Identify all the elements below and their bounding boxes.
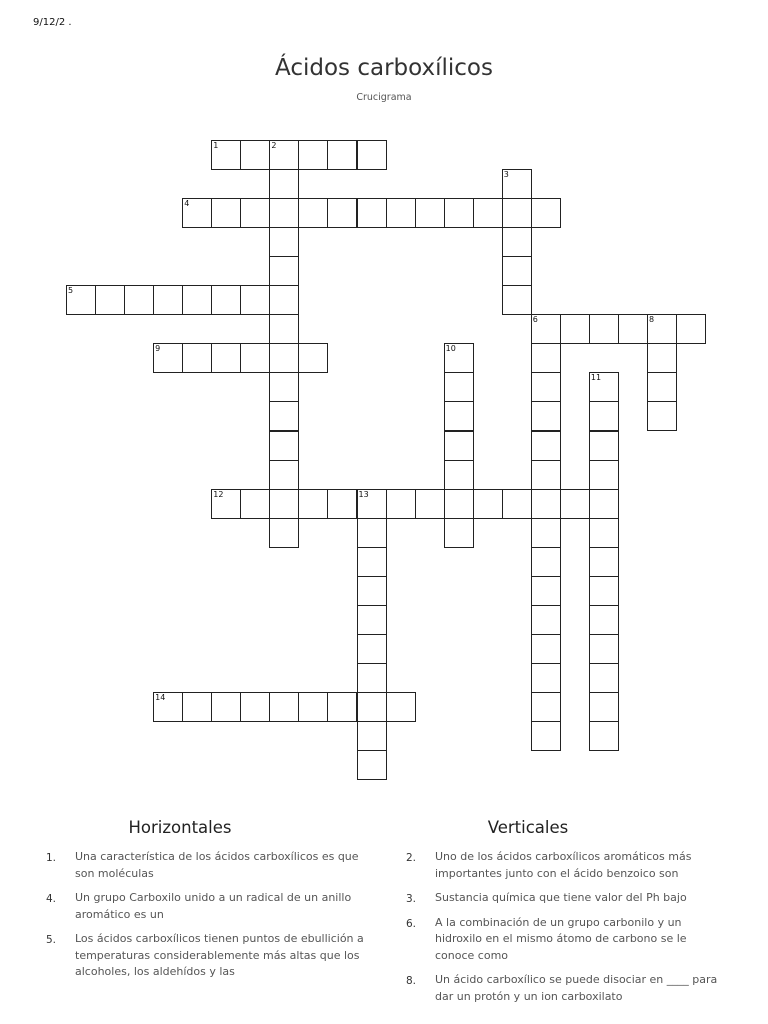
crossword-cell[interactable]	[647, 314, 677, 344]
crossword-cell[interactable]	[589, 314, 619, 344]
crossword-cell[interactable]	[182, 692, 212, 722]
crossword-cell[interactable]	[269, 692, 299, 722]
crossword-cell[interactable]	[211, 140, 241, 170]
crossword-cell[interactable]	[357, 198, 387, 228]
crossword-cell[interactable]	[357, 547, 387, 577]
crossword-cell[interactable]	[618, 314, 648, 344]
crossword-cell[interactable]	[240, 489, 270, 519]
crossword-cell[interactable]	[269, 227, 299, 257]
crossword-cell[interactable]	[240, 692, 270, 722]
clue-number: 4	[184, 199, 190, 209]
crossword-cell[interactable]	[589, 518, 619, 548]
clue-number: 8	[649, 315, 655, 325]
clue-number: 13	[358, 489, 369, 499]
crossword-cell[interactable]	[531, 576, 561, 606]
crossword-cell[interactable]	[589, 721, 619, 751]
horizontales-heading: Horizontales	[128, 818, 232, 837]
verticales-clue-list	[406, 849, 726, 1013]
crossword-cell[interactable]	[531, 401, 561, 431]
clue-item	[46, 931, 366, 981]
clue-text: Una característica de los ácidos carboxílicos es que son moléculas	[75, 850, 359, 880]
crossword-cell[interactable]	[531, 431, 561, 461]
page-title: Ácidos carboxílicos	[275, 55, 493, 81]
clue-text: Un ácido carboxílico se puede disociar en ____ para dar un protón y un ion carboxilato	[435, 973, 718, 1003]
clue-text: A la combinación de un grupo carbonilo y un hidroxilo en el mismo átomo de carbono se le conoce como	[435, 915, 687, 962]
crossword-cell[interactable]	[240, 140, 270, 170]
crossword-cell[interactable]	[502, 169, 532, 199]
crossword-cell[interactable]	[269, 256, 299, 286]
crossword-cell[interactable]	[357, 140, 387, 170]
crossword-cell[interactable]	[531, 198, 561, 228]
crossword-cell[interactable]	[240, 343, 270, 373]
crossword-cell[interactable]	[531, 460, 561, 490]
crossword-cell[interactable]	[531, 663, 561, 693]
crossword-cell[interactable]	[211, 343, 241, 373]
crossword-cell[interactable]	[153, 285, 183, 315]
clue-item	[46, 849, 366, 882]
crossword-cell[interactable]	[589, 547, 619, 577]
crossword-cell[interactable]	[589, 460, 619, 490]
crossword-cell[interactable]	[211, 692, 241, 722]
clue-item	[406, 890, 726, 907]
crossword-cell[interactable]	[444, 343, 474, 373]
crossword-cell[interactable]	[269, 489, 299, 519]
crossword-cell[interactable]	[560, 489, 590, 519]
crossword-cell[interactable]	[444, 489, 474, 519]
crossword-cell[interactable]	[589, 431, 619, 461]
crossword-cell[interactable]	[444, 198, 474, 228]
crossword-cell[interactable]	[589, 634, 619, 664]
crossword-cell[interactable]	[444, 372, 474, 402]
crossword-cell[interactable]	[240, 285, 270, 315]
verticales-heading: Verticales	[487, 818, 569, 837]
clue-number: 6	[532, 315, 538, 325]
crossword-cell[interactable]	[444, 431, 474, 461]
crossword-cell[interactable]	[269, 372, 299, 402]
crossword-cell[interactable]	[182, 285, 212, 315]
clue-number: 1	[213, 141, 219, 150]
crossword-cell[interactable]	[502, 489, 532, 519]
crossword-cell[interactable]	[269, 518, 299, 548]
clue-number: 5	[68, 286, 74, 296]
crossword-cell[interactable]	[95, 285, 125, 315]
crossword-cell[interactable]	[473, 198, 503, 228]
clue-number: 14	[155, 692, 166, 702]
crossword-cell[interactable]	[444, 401, 474, 431]
crossword-cell[interactable]	[269, 169, 299, 199]
crossword-cell[interactable]	[357, 489, 387, 519]
clue-item	[406, 915, 726, 965]
crossword-cell[interactable]	[153, 692, 183, 722]
crossword-cell[interactable]	[66, 285, 96, 315]
crossword-cell[interactable]	[531, 343, 561, 373]
clue-number: 4.	[46, 893, 57, 905]
crossword-cell[interactable]	[531, 547, 561, 577]
crossword-cell[interactable]	[182, 343, 212, 373]
clue-text: Uno de los ácidos carboxílicos aromáticos más importantes junto con el ácido benzoico son	[435, 850, 692, 880]
clue-item	[46, 890, 366, 923]
clue-number: 6.	[406, 917, 417, 930]
crossword-cell[interactable]	[211, 198, 241, 228]
crossword-cell[interactable]	[531, 372, 561, 402]
crossword-cell[interactable]	[502, 256, 532, 286]
crossword-cell[interactable]	[473, 489, 503, 519]
clue-text: Un grupo Carboxilo unido a un radical de un anillo aromático es un	[75, 891, 352, 921]
crossword-cell[interactable]	[327, 198, 357, 228]
crossword-cell[interactable]	[298, 140, 328, 170]
crossword-cell[interactable]	[589, 663, 619, 693]
page-subtitle: Crucigrama	[356, 92, 412, 103]
crossword-cell[interactable]	[357, 721, 387, 751]
crossword-cell[interactable]	[531, 634, 561, 664]
crossword-cell[interactable]	[269, 198, 299, 228]
crossword-cell[interactable]	[589, 692, 619, 722]
crossword-cell[interactable]	[153, 343, 183, 373]
clue-number: 8.	[406, 975, 417, 987]
clue-text: Los ácidos carboxílicos tienen puntos de ebullición a temperaturas considerablemente más altas que los alcoholes, los aldehídos y las	[75, 932, 364, 978]
crossword-cell[interactable]	[386, 198, 416, 228]
crossword-cell[interactable]	[589, 489, 619, 519]
crossword-cell[interactable]	[298, 489, 328, 519]
clue-number: 10	[445, 344, 456, 354]
crossword-cell[interactable]	[531, 314, 561, 344]
crossword-cell[interactable]	[531, 489, 561, 519]
crossword-cell[interactable]	[298, 343, 328, 373]
crossword-cell[interactable]	[444, 518, 474, 548]
crossword-cell[interactable]	[531, 605, 561, 635]
crossword-cell[interactable]	[182, 198, 212, 228]
crossword-cell[interactable]	[357, 663, 387, 693]
crossword-cell[interactable]	[357, 692, 387, 722]
clue-number: 12	[213, 489, 224, 499]
crossword-cell[interactable]	[531, 721, 561, 751]
clue-number: 3	[503, 170, 509, 180]
crossword-cell[interactable]	[269, 431, 299, 461]
crossword-cell[interactable]	[357, 634, 387, 664]
crossword-cell[interactable]	[357, 605, 387, 635]
crossword-cell[interactable]	[589, 372, 619, 402]
crossword-cell[interactable]	[647, 401, 677, 431]
crossword-cell[interactable]	[647, 343, 677, 373]
crossword-cell[interactable]	[357, 518, 387, 548]
crossword-cell[interactable]	[589, 605, 619, 635]
crossword-cell[interactable]	[589, 576, 619, 606]
crossword-cell[interactable]	[531, 518, 561, 548]
crossword-cell[interactable]	[676, 314, 706, 344]
crossword-cell[interactable]	[357, 576, 387, 606]
crossword-cell[interactable]	[502, 227, 532, 257]
crossword-cell[interactable]	[589, 401, 619, 431]
clue-item	[406, 972, 726, 1005]
crossword-cell[interactable]	[415, 489, 445, 519]
crossword-cell[interactable]	[327, 489, 357, 519]
crossword-cell[interactable]	[560, 314, 590, 344]
clue-number: 11	[590, 373, 602, 383]
crossword-cell[interactable]	[298, 692, 328, 722]
clue-number: 1.	[46, 852, 57, 864]
crossword-cell[interactable]	[386, 489, 416, 519]
crossword-cell[interactable]	[298, 198, 328, 228]
crossword-cell[interactable]	[386, 692, 416, 722]
clue-number: 9	[155, 344, 161, 354]
clue-number: 2	[271, 141, 277, 150]
crossword-cell[interactable]	[269, 343, 299, 373]
crossword-cell[interactable]	[124, 285, 154, 315]
crossword-cell[interactable]	[269, 314, 299, 344]
crossword-cell[interactable]	[240, 198, 270, 228]
clue-number: 2.	[406, 852, 417, 864]
crossword-cell[interactable]	[327, 692, 357, 722]
crossword-cell[interactable]	[357, 750, 387, 780]
crossword-cell[interactable]	[211, 285, 241, 315]
horizontales-clue-list	[46, 849, 366, 989]
crossword-cell[interactable]	[269, 401, 299, 431]
clue-text: Sustancia química que tiene valor del Ph bajo	[435, 891, 687, 904]
crossword-cell[interactable]	[444, 460, 474, 490]
crossword-cell[interactable]	[327, 140, 357, 170]
crossword-cell[interactable]	[211, 489, 241, 519]
clue-item	[406, 849, 726, 882]
crossword-cell[interactable]	[269, 140, 299, 170]
crossword-cell[interactable]	[269, 460, 299, 490]
crossword-cell[interactable]	[269, 285, 299, 315]
crossword-cell[interactable]	[415, 198, 445, 228]
crossword-cell[interactable]	[502, 285, 532, 315]
page-date: 9/12/2 .	[33, 17, 72, 28]
clue-number: 5.	[46, 934, 57, 946]
crossword-cell[interactable]	[531, 692, 561, 722]
clue-number: 3.	[406, 893, 417, 905]
crossword-cell[interactable]	[647, 372, 677, 402]
crossword-cell[interactable]	[502, 198, 532, 228]
